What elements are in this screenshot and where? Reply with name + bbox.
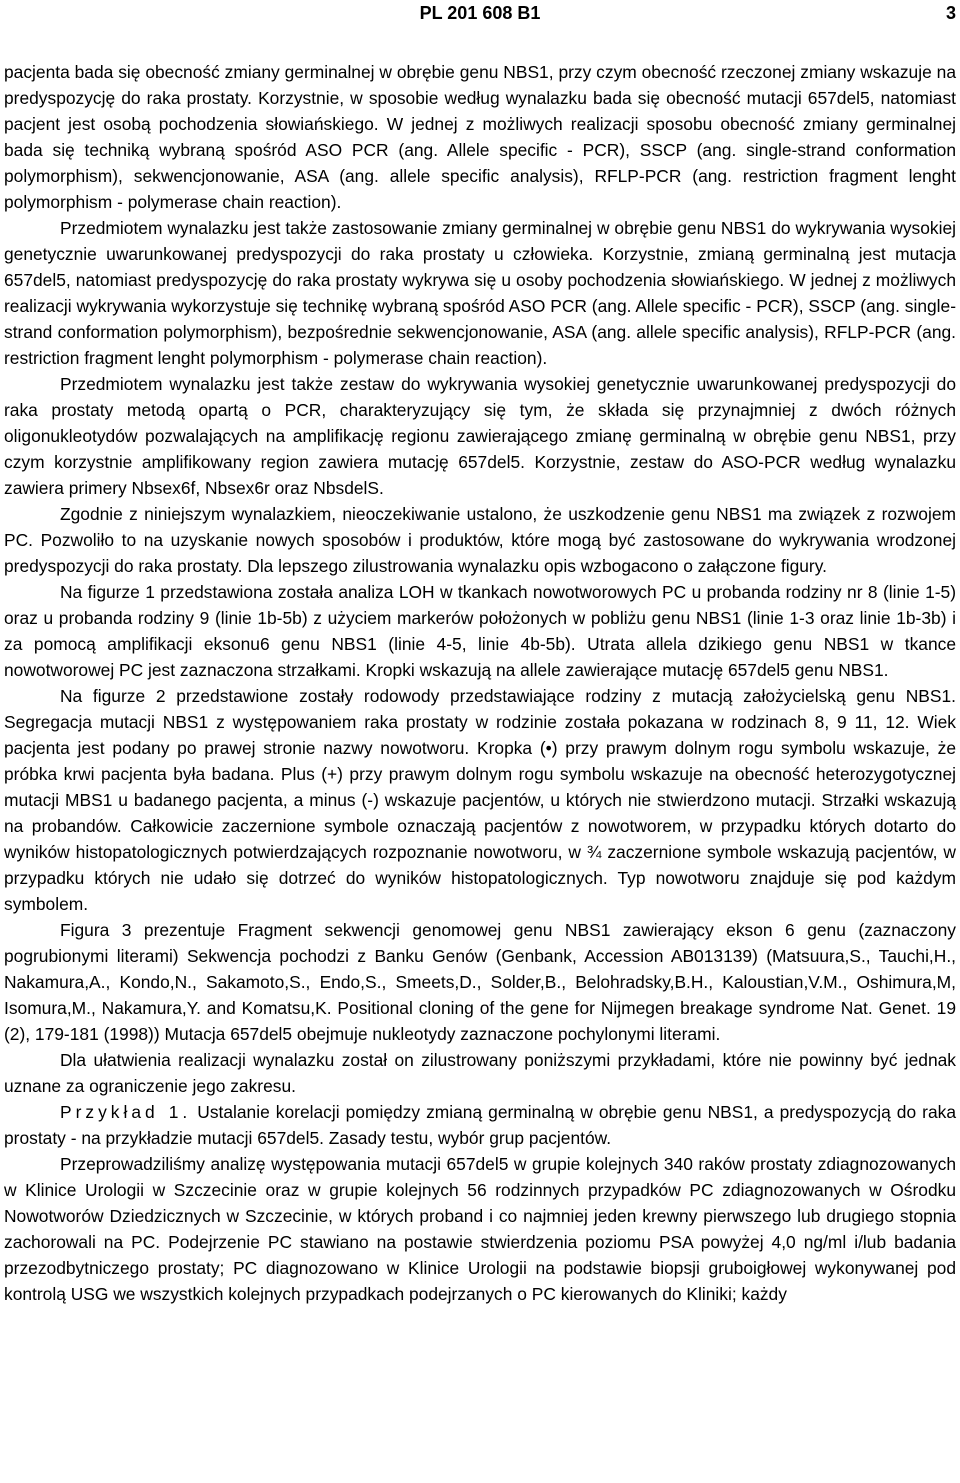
paragraph: Przedmiotem wynalazku jest także zastosowanie zmiany germinalnej w obrębie genu NBS1 do wykrywania wysokiej genetycznie uwarunkowanej predyspozycji do raka prostaty u człowieka. Korzystnie, zmianą germinalną jest mutacja 657del5, natomiast predyspozycję do raka prostaty wykrywa się u osoby pochodzenia słowiańskiego. W jednej z możliwych realizacji wykrywania wykorzystuje się technikę wybraną spośród ASO PCR (ang. Allele specific - PCR), SSCP (ang. single-strand conformation polymorphism), bezpośrednie sekwencjonowanie, ASA (ang. allele specific analysis), RFLP-PCR (ang. restriction fragment lenght polymorphism - polymerase chain reaction). [4,218,956,368]
paragraph: Figura 3 prezentuje Fragment sekwencji genomowej genu NBS1 zawierający ekson 6 genu (zaznaczony pogrubionymi literami) Sekwencja pochodzi z Banku Genów (Genbank, Accession AB013139) (Matsuura,S., Tauchi,H., Nakamura,A., Kondo,N., Sakamoto,S., Endo,S., Smeets,D., Solder,B., Belohradsky,B.H., Kaloustian,V.M., Oshimura,M, Isomura,M., Nakamura,Y. and Komatsu,K. Positional cloning of the gene for Nijmegen breakage syndrome Nat. Genet. 19 (2), 179-181 (1998)) Mutacja 657del5 obejmuje nukleotydy zaznaczone pochylonymi literami. [4,920,956,1044]
document-page [4,0,957,1304]
paragraph: Na figurze 1 przedstawiona została analiza LOH w tkankach nowotworowych PC u probanda rodziny nr 8 (linie 1-5) oraz u probanda rodziny 9 (linie 1b-5b) z użyciem markerów położonych w pobliżu genu NBS1 (linie 1-3 oraz linie 1b-3b) i za pomocą amplifikacji eksonu6 genu NBS1 (linie 4-5, linie 4b-5b). Utrata allela dzikiego genu NBS1 w tkance nowotworowej PC jest zaznaczona strzałkami. Kropki wskazują na allele zawierające mutację 657del5 genu NBS1. [4,582,956,680]
patent-number: PL 201 608 B1 [419,3,541,23]
page-header [4,0,956,40]
page-number: 3 [945,3,956,23]
paragraph: Zgodnie z niniejszym wynalazkiem, nieoczekiwanie ustalono, że uszkodzenie genu NBS1 ma związek z rozwojem PC. Pozwoliło to na uzyskanie nowych sposobów i produktów, które mogą być zastosowane do wykrywania wrodzonej predyspozycji do raka prostaty. Dla lepszego zilustrowania wynalazku opis wzbogacono o załączone figury. [4,504,956,576]
paragraph: Na figurze 2 przedstawione zostały rodowody przedstawiające rodziny z mutacją założycielską genu NBS1. Segregacja mutacji NBS1 z występowaniem raka prostaty w rodzinie została pokazana w rodzinach 8, 9 11, 12. Wiek pacjenta jest podany po prawej stronie nazwy nowotworu. Kropka (•) przy prawym dolnym rogu symbolu wskazuje, że próbka krwi pacjenta była badana. Plus (+) przy prawym dolnym rogu symbolu wskazuje na obecność heterozygotycznej mutacji MBS1 u badanego pacjenta, a minus (-) wskazuje pacjentów, u których nie stwierdzono mutacji. Strzałki wskazują na probandów. Całkowicie zaczernione symbole oznaczają pacjentów z nowotworem, w przypadku których dotarto do wyników histopatologicznych potwierdzających rozpoznanie nowotworu, w ¾ zaczernione symbole wskazują pacjentów, w przypadku których nie udało się dotrzeć do wyników histopatologicznych. Typ nowotworu znajduje się pod każdym symbolem. [4,686,956,914]
body-text [4,59,956,1307]
example-label: Przykład 1. [60,1102,192,1122]
paragraph: pacjenta bada się obecność zmiany germinalnej w obrębie genu NBS1, przy czym obecność rzeczonej zmiany wskazuje na predyspozycję do raka prostaty. Korzystnie, w sposobie według wynalazku bada się obecność mutacji 657del5, natomiast pacjent jest osobą pochodzenia słowiańskiego. W jednej z możliwych realizacji sposobu obecność zmiany germinalnej bada się techniką wybraną spośród ASO PCR (ang. Allele specific - PCR), SSCP (ang. single-strand conformation polymorphism), sekwencjonowanie, ASA (ang. allele specific analysis), RFLP-PCR (ang. restriction fragment lenght polymorphism - polymerase chain reaction). [4,62,956,212]
example-heading-paragraph: Przykład 1. Ustalanie korelacji pomiędzy zmianą germinalną w obrębie genu NBS1, a predyspozycją do raka prostaty - na przykładzie mutacji 657del5. Zasady testu, wybór grup pacjentów. [4,1102,957,1148]
paragraph: Przeprowadziliśmy analizę występowania mutacji 657del5 w grupie kolejnych 340 raków prostaty zdiagnozowanych w Klinice Urologii w Szczecinie oraz w grupie kolejnych 56 rodzinnych przypadków PC zdiagnozowanych w Ośrodku Nowotworów Dziedzicznych w Szczecinie, w których proband i co najmniej jeden krewny pierwszego lub drugiego stopnia zachorowali na PC. Podejrzenie PC stawiano na postawie stwierdzenia poziomu PSA powyżej 4,0 ng/ml i/lub badania przezodbytniczego prostaty; PC diagnozowano w Klinice Urologii na podstawie biopsji gruboigłowej wykonywanej pod kontrolą USG we wszystkich kolejnych przypadkach podejrzanych o PC kierowanych do Kliniki; każdy [4,1154,956,1304]
paragraph: Dla ułatwienia realizacji wynalazku został on zilustrowany poniższymi przykładami, które nie powinny być jednak uznane za ograniczenie jego zakresu. [4,1050,956,1096]
paragraph: Przedmiotem wynalazku jest także zestaw do wykrywania wysokiej genetycznie uwarunkowanej predyspozycji do raka prostaty metodą opartą o PCR, charakteryzujący się tym, że składa się przynajmniej z dwóch różnych oligonukleotydów pozwalających na amplifikację regionu zawierającego zmianę germinalną w obrębie genu NBS1, przy czym korzystnie amplifikowany region zawiera mutację 657del5. Korzystnie, zestaw do ASO-PCR według wynalazku zawiera primery Nbsex6f, Nbsex6r oraz NbsdelS. [4,374,956,498]
